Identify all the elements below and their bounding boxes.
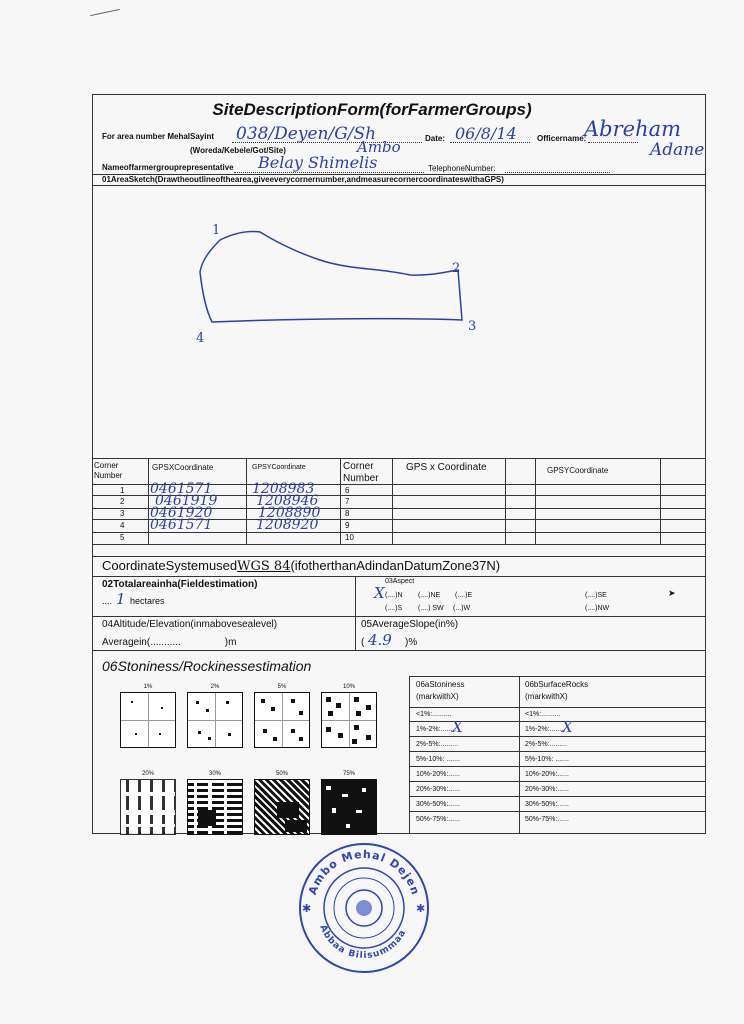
table-row-corner: 5	[120, 533, 125, 542]
form-title: SiteDescriptionForm(forFarmerGroups)	[212, 100, 532, 119]
altitude-dots: ...........	[150, 637, 181, 648]
stoniness-pattern-1pct	[120, 692, 176, 748]
officer-first-name: Abreham	[584, 117, 682, 141]
header-corner-number: Corner Number	[94, 461, 123, 480]
pattern-label: 20%	[141, 771, 154, 777]
official-stamp	[296, 840, 432, 976]
aspect-option-ne: (....)NE	[418, 592, 441, 599]
altitude-prefix: Averagein(	[102, 637, 151, 648]
altitude-label: 04Altitude/Elevation(inmabovesealevel)	[102, 619, 278, 630]
stoniness-class-b: 30%-50%:......	[525, 801, 569, 808]
stoniness-header-b-sub: (markwithX)	[525, 692, 568, 701]
aspect-option-e: (....)E	[455, 592, 473, 599]
svg-text:Abbaa Bilisummaa	[317, 924, 408, 962]
date-label: Date:	[425, 134, 446, 143]
table-row-corner-2: 8	[345, 509, 350, 518]
table-row-corner-2: 7	[345, 497, 350, 506]
table-row-corner: 2	[120, 497, 125, 506]
area-number-sublabel: (Woreda/Kebele/Got/Site)	[190, 146, 286, 155]
stoniness-class-b: 50%-75%:......	[525, 816, 569, 823]
arrow-icon: ➤	[668, 588, 676, 598]
corner-4-label: 4	[196, 331, 205, 346]
pattern-label: 5%	[277, 684, 287, 690]
table-row-corner-2: 10	[345, 533, 354, 542]
area-outline	[200, 232, 462, 322]
stoniness-header-a-sub: (markwithX)	[416, 692, 459, 701]
representative-value: Belay Shimelis	[258, 153, 378, 172]
stoniness-class-b: 20%-30%:......	[525, 786, 569, 793]
telephone-label: TelephoneNumber:	[428, 164, 496, 173]
aspect-option-nw: (....)NW	[585, 605, 610, 612]
stoniness-pattern-20pct	[120, 779, 176, 835]
stoniness-class-b: <1%:..........	[525, 711, 561, 718]
table-row-y: 1208890	[258, 505, 321, 521]
stoniness-class-b: 10%-20%:......	[525, 771, 569, 778]
total-area-value: 1	[116, 590, 126, 608]
pattern-label: 75%	[342, 771, 355, 777]
aspect-mark: X	[374, 584, 385, 602]
total-area-unit: hectares	[130, 596, 165, 606]
pattern-label: 1%	[143, 684, 153, 690]
stoniness-pattern-10pct	[321, 692, 377, 748]
stoniness-class-a: 50%-75%:......	[416, 816, 460, 823]
coordinate-system-value: WGS 84	[237, 559, 291, 574]
coordinate-system-note: (ifotherthanAdindanDatumZone37N)	[290, 558, 501, 573]
section-area-sketch-label: 01AreaSketch(Drawtheoutlineofthearea,giveeverycornernumber,andmeasurecornercoordinateswithaGPS)	[102, 175, 504, 184]
slope-label: 05AverageSlope(in%)	[361, 619, 459, 630]
table-row-x: 0461571	[150, 481, 213, 497]
coordinate-system-label: CoordinateSystemused	[102, 558, 238, 573]
stoniness-pattern-2pct	[187, 692, 243, 748]
stoniness-mark-b: X	[562, 718, 573, 736]
stoniness-class-a: 2%-5%:.........	[416, 741, 459, 748]
aspect-option-s: (....)S	[385, 605, 403, 612]
table-row-y: 1208920	[256, 517, 319, 533]
stamp-star-right: ✱	[416, 903, 426, 915]
table-row-corner: 1	[120, 486, 125, 495]
pattern-label: 2%	[210, 684, 220, 690]
table-row-y: 1208983	[252, 481, 315, 497]
stoniness-header-a: 06aStoniness	[416, 680, 465, 689]
pattern-label: 30%	[208, 771, 221, 777]
stoniness-class-b: 2%-5%:.........	[525, 741, 568, 748]
woreda-value: Ambo	[357, 138, 401, 156]
stamp-star-left: ✱	[302, 903, 312, 915]
representative-label: Nameoffarmergrouprepresentative	[102, 163, 234, 172]
stoniness-class-a: 10%-20%:......	[416, 771, 460, 778]
stoniness-class-b: 5%-10%: .......	[525, 756, 569, 763]
header-corner-number-2: Corner Number	[343, 461, 379, 484]
stoniness-class-b: 1%-2%:........	[525, 726, 566, 733]
table-row-corner-2: 6	[345, 486, 350, 495]
aspect-option-se: (....)SE	[585, 592, 607, 599]
slope-unit: )%	[405, 637, 418, 648]
header-gps-x: GPSXCoordinate	[152, 463, 214, 472]
corner-3-label: 3	[468, 319, 477, 334]
aspect-option-n: (....)N	[385, 592, 403, 599]
header-gps-y: GPSYCoordinate	[252, 464, 306, 471]
stoniness-heading: 06Stoniness/Rockinessestimation	[102, 658, 312, 674]
stoniness-pattern-75pct	[321, 779, 377, 835]
table-row-y: 1208946	[256, 493, 319, 509]
stoniness-class-a: 1%-2%:........	[416, 726, 457, 733]
stoniness-class-a: <1%:..........	[416, 711, 452, 718]
stoniness-pattern-30pct	[187, 779, 243, 835]
officer-label: Officername:	[537, 134, 587, 143]
header-gps-y-2: GPSYCoordinate	[547, 466, 609, 475]
coordinate-system-line	[102, 558, 500, 574]
stamp-inner-text: Abbaa Bilisummaa	[317, 923, 409, 962]
stoniness-pattern-50pct	[254, 779, 310, 835]
area-number-label: For area number MehalSayint	[102, 132, 215, 141]
table-row-x: 0461571	[150, 517, 213, 533]
altitude-suffix: )m	[224, 637, 237, 648]
altitude-field	[102, 637, 236, 648]
header-gps-x-2: GPS x Coordinate	[406, 462, 487, 473]
aspect-label: 03Aspect	[385, 578, 415, 585]
table-row-corner: 3	[120, 509, 125, 518]
table-row-x: 0461919	[155, 493, 218, 509]
stoniness-class-a: 30%-50%:......	[416, 801, 460, 808]
stoniness-mark-a: X	[452, 718, 463, 736]
corner-2-label: 2	[452, 261, 461, 276]
slope-open-paren: (	[361, 637, 365, 648]
stamp-outer-text: Ambo Mehal Dejen	[305, 847, 423, 898]
area-sketch	[190, 220, 490, 350]
date-value: 06/8/14	[455, 124, 517, 143]
officer-last-name: Adane	[650, 140, 705, 160]
slope-value: 4.9	[368, 631, 392, 649]
total-area-dots: ....	[102, 596, 113, 606]
area-number-value: 038/Deyen/G/Sh	[236, 124, 377, 144]
table-row-corner-2: 9	[345, 521, 350, 530]
aspect-option-w: (...)W	[453, 605, 471, 612]
stoniness-header-b: 06bSurfaceRocks	[525, 680, 589, 689]
pattern-label: 50%	[275, 771, 288, 777]
table-row-corner: 4	[120, 521, 125, 530]
stoniness-class-a: 5%-10%: .......	[416, 756, 460, 763]
aspect-option-sw: (....) SW	[418, 605, 444, 612]
stoniness-pattern-5pct	[254, 692, 310, 748]
corner-fold-mark	[90, 9, 120, 16]
total-area-label: 02Totalareainha(Fieldestimation)	[102, 579, 258, 590]
table-row-x: 0461920	[150, 505, 213, 521]
corner-1-label: 1	[212, 223, 221, 238]
stoniness-class-a: 20%-30%:......	[416, 786, 460, 793]
pattern-label: 10%	[342, 684, 355, 690]
